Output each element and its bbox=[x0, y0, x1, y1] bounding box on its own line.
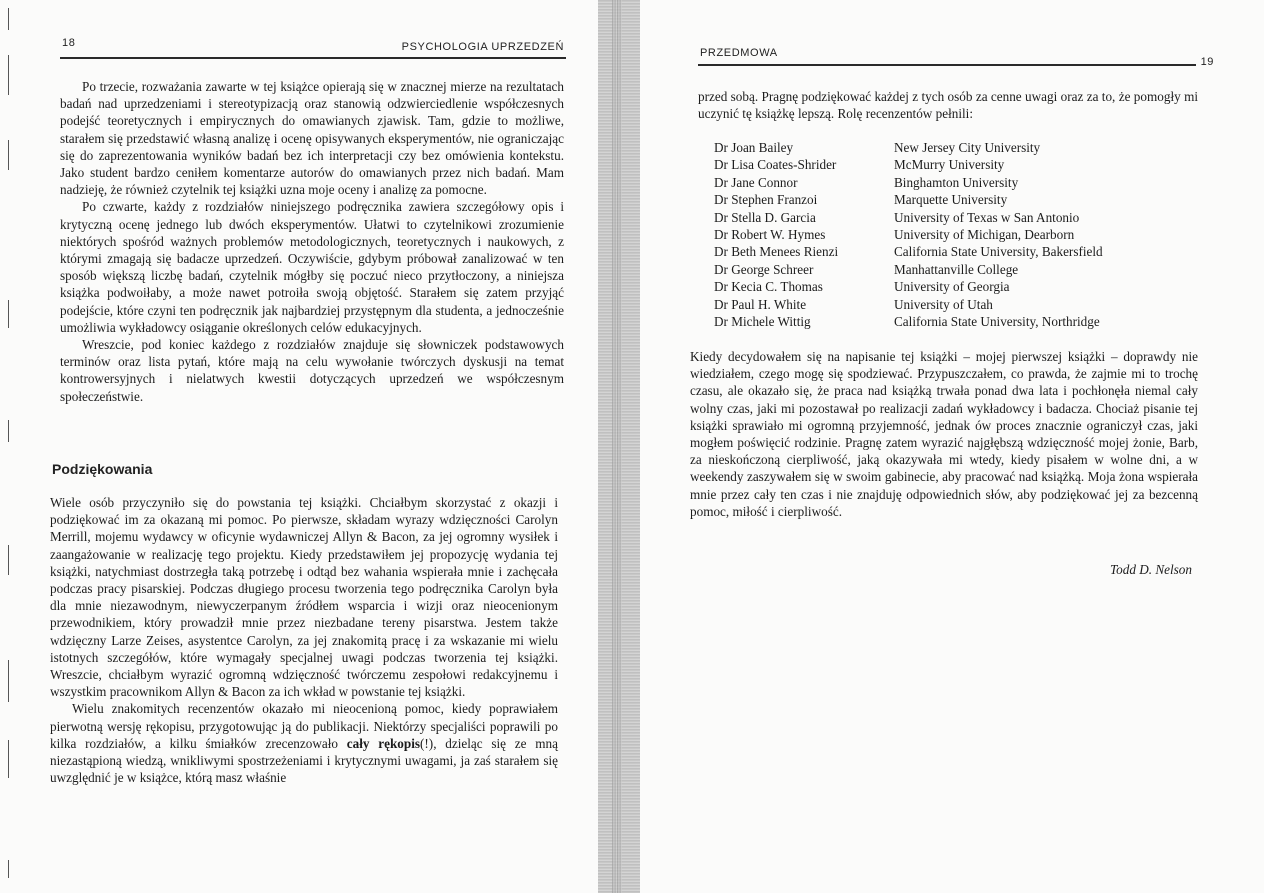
acknowledgements-text bbox=[50, 494, 558, 786]
reviewer-name: Dr Stephen Franzoi bbox=[714, 192, 818, 208]
right-page bbox=[640, 0, 1264, 893]
paragraph: Po czwarte, każdy z rozdziałów niniejszego podręcznika zawiera szczegółowy opis i krytyczną ocenę jednego lub dwóch eksperymentów. Ułatwi to czytelnikowi zrozumienie niektórych spośród ważnych problemów metodologicznych, teoretycznych i naukowych, z którymi zmagają się badacze uprzedzeń. Oczywiście, gdybym próbował zanalizować w ten sposób większą liczbę badań, czytelnik mógłby się poczuć nieco przytłoczony, a niniejsza książka podwoiłaby, a może nawet potroiła swoją objętość. Starałem się zatem przyjąć podejście, które czyni ten podręcznik jak najbardziej przystępnym dla studenta, a jednocześnie umożliwia wykładowcy osiąganie określonych celów edukacyjnych. bbox=[60, 199, 564, 335]
page-number: 19 bbox=[1200, 56, 1214, 68]
paragraph bbox=[50, 700, 558, 786]
page-number: 18 bbox=[62, 37, 76, 49]
running-head: PSYCHOLOGIA UPRZEDZEŃ bbox=[401, 41, 564, 53]
reviewer-row bbox=[714, 243, 1194, 260]
reviewer-affiliation: California State University, Northridge bbox=[894, 313, 1100, 329]
closing-text bbox=[690, 348, 1198, 520]
reviewer-row bbox=[714, 296, 1194, 313]
reviewer-name: Dr Robert W. Hymes bbox=[714, 226, 826, 242]
reviewer-name: Dr Jane Connor bbox=[714, 174, 798, 190]
reviewer-affiliation: University of Utah bbox=[894, 296, 993, 312]
reviewer-row bbox=[714, 313, 1194, 330]
reviewer-row bbox=[714, 278, 1194, 295]
reviewer-affiliation: California State University, Bakersfield bbox=[894, 244, 1103, 260]
paragraph: Kiedy decydowałem się na napisanie tej książki – mojej pierwszej książki – doprawdy nie wiedziałem, czego mogę się spodziewać. Przypuszczałem, co prawda, że zajmie mi to trochę czasu, ale okazało się, że praca nad książką trwała ponad dwa lata i pochłonęła niemal cały wolny czas, jaki mi pozostawał po realizacji zadań wykładowcy i badacza. Chociaż pisanie tej książki sprawiało mi ogromną przyjemność, jednak ów proces znacznie ograniczył czas, jaki mogłem poświęcić rodzinie. Pragnę zatem wyrazić najgłębszą wdzięczność mojej żonie, Barb, za nieskończoną cierpliwość, jaką okazywała mi wtedy, kiedy pisałem w wolne dni, a w weekendy zaszywałem się w swoim gabinecie, aby pracować nad książką. Moja żona wspierała mnie przez cały ten czas i nie znajduję odpowiednich słów, aby podziękować jej za bezcenną pomoc, miłość i cierpliwość. bbox=[690, 349, 1198, 519]
author-signature: Todd D. Nelson bbox=[1110, 562, 1192, 577]
left-page bbox=[0, 0, 600, 893]
running-head: PRZEDMOWA bbox=[700, 47, 778, 59]
reviewer-affiliation: Manhattanville College bbox=[894, 261, 1019, 277]
paragraph: Po trzecie, rozważania zawarte w tej książce opierają się w znacznej mierze na rezultatach badań nad uprzedzeniami i stereotypizacją oraz stanowią odzwierciedlenie współczesnych podejść teoretycznych i empirycznych do omawianych zjawisk. Tam, gdzie to możliwe, starałem się przedstawić własną analizę i ocenę opisywanych eksperymentów, nie ograniczając się do zaprezentowania wyników badań bez ich interpretacji czy bez omówienia kontekstu. Jako student bardzo ceniłem komentarze autorów do omawianych przez nich badań. Mam nadzieję, że również czytelnik tej książki uzna moje oceny i analizę za pomocne. bbox=[60, 79, 564, 198]
reviewer-affiliation: New Jersey City University bbox=[894, 140, 1041, 155]
header-rule bbox=[60, 57, 566, 59]
reviewer-affiliation: Binghamton University bbox=[894, 174, 1019, 190]
continuation-text bbox=[698, 88, 1198, 122]
paragraph: przed sobą. Pragnę podziękować każdej z tych osób za cenne uwagi oraz za to, że pomogły mi uczynić tę książkę lepszą. Rolę recenzentów pełnili: bbox=[698, 89, 1198, 122]
reviewer-row bbox=[714, 139, 1194, 156]
reviewer-name: Dr Stella D. Garcia bbox=[714, 209, 816, 225]
reviewer-affiliation: University of Michigan, Dearborn bbox=[894, 226, 1075, 242]
reviewer-name: Dr Paul H. White bbox=[714, 296, 807, 312]
reviewer-row bbox=[714, 174, 1194, 191]
reviewer-row bbox=[714, 261, 1194, 278]
paragraph: Wreszcie, pod koniec każdego z rozdziałów znajduje się słowniczek podstawowych terminów oraz lista pytań, które mają na celu wywołanie twórczych dyskusji na temat kontrowersyjnych i nielatwych kwestii dotyczących uprzedzeń we współczesnym społeczeństwie. bbox=[60, 337, 564, 404]
section-title: Podziękowania bbox=[52, 461, 153, 477]
reviewer-name: Dr Lisa Coates-Shrider bbox=[714, 157, 837, 173]
bold-text: cały rękopis bbox=[346, 735, 421, 751]
text-run: Wielu znakomitych recenzentów okazało mi nieocenioną pomoc, kiedy poprawiałem pierwotną wersję rękopisu, przygotowując ją do publikacji. Niektórzy specjaliści poprawili po kilka rozdziałów, a kilku śmiałków zrecenzowało bbox=[50, 701, 558, 751]
intro-text bbox=[60, 78, 564, 405]
paragraph: Wiele osób przyczyniło się do powstania tej książki. Chciałbym skorzystać z okazji i podziękować im za okazaną mi pomoc. Po pierwsze, składam wyrazy wdzięczności Carolyn Merrill, mojemu wydawcy w oficynie wydawniczej Allyn & Bacon, za jej ogromny wysiłek i zaangażowanie w realizację tego projektu. Kiedy przedstawiłem jej propozycję wydania tej książki, natychmiast dostrzegła taką potrzebę i odtąd bez wahania wspierała mnie i zachęcała podczas pracy pisarskiej. Podczas długiego procesu tworzenia tego podręcznika Carolyn była dla mnie niezawodnym, niewyczerpanym źródłem wsparcia i wizji oraz nieocenionym przewodnikiem, który prowadził mnie przez niezbadane tereny pisarstwa. Jestem także wdzięczny Larze Zeises, asystentce Carolyn, za jej znakomitą pracę i za wskazanie mi wielu istotnych szczegółów, które wymagały specjalnej uwagi podczas tworzenia tej książki. Wreszcie, chciałbym wyrazić ogromną wdzięczność twórczemu zespołowi redakcyjnemu i wszystkim pracownikom Allyn & Bacon za ich wkład w powstanie tej książki. bbox=[50, 495, 558, 700]
reviewer-list bbox=[714, 139, 1194, 330]
reviewer-name: Dr Michele Wittig bbox=[714, 313, 811, 329]
reviewer-name: Dr Joan Bailey bbox=[714, 140, 794, 155]
reviewer-row bbox=[714, 209, 1194, 226]
reviewer-name: Dr Kecia C. Thomas bbox=[714, 279, 823, 295]
header-rule bbox=[698, 64, 1196, 66]
reviewer-name: Dr George Schreer bbox=[714, 261, 814, 277]
reviewer-affiliation: McMurry University bbox=[894, 157, 1005, 173]
book-gutter bbox=[598, 0, 640, 893]
reviewer-affiliation: Marquette University bbox=[894, 192, 1008, 208]
reviewer-affiliation: University of Georgia bbox=[894, 279, 1010, 295]
text-run: (!), dzieląc się ze mną niezastąpioną wiedzą, wnikliwymi spostrzeżeniami i krytycznymi uwagami, ja zaś starałem się uwzględnić je w książce, którą masz właśnie bbox=[50, 735, 558, 786]
reviewer-affiliation: University of Texas w San Antonio bbox=[894, 209, 1080, 225]
reviewer-row bbox=[714, 226, 1194, 243]
reviewer-row bbox=[714, 156, 1194, 173]
reviewer-row bbox=[714, 191, 1194, 208]
reviewer-name: Dr Beth Menees Rienzi bbox=[714, 244, 839, 260]
